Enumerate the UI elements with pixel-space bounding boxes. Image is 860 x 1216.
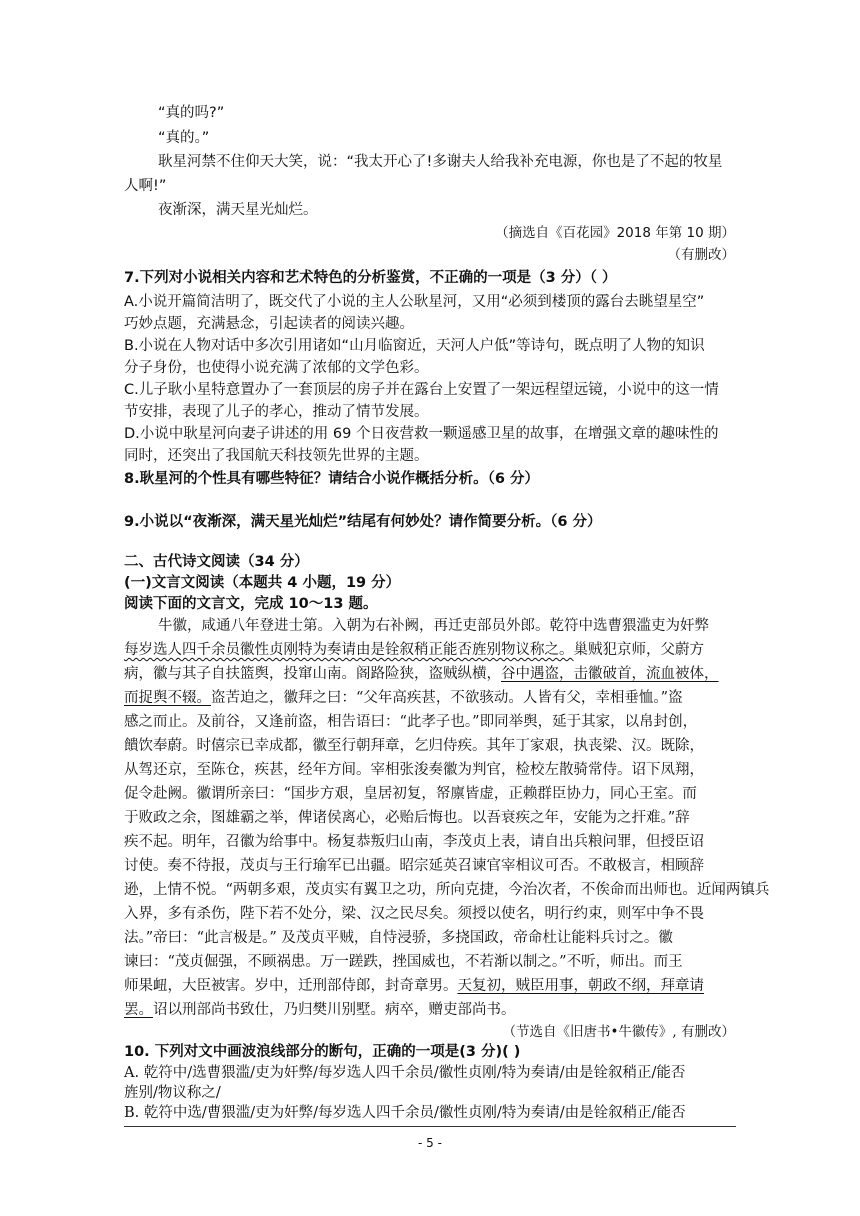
passage-line: 讨使。奏不待报，茂贞与王行瑜军已出疆。昭宗延英召谏官宰相议可否。不敢极言，相顾辞 <box>124 858 704 874</box>
passage-line: 法。”帝曰：“此言极是。” 及茂贞平贼，自恃浸骄，多挠国政，帝命杜让能料兵讨之。徽 <box>124 930 673 946</box>
paragraph-line: 耿星河禁不住仰天大笑，说：“我太开心了!多谢夫人给我补充电源，你也是了不起的牧星 <box>158 154 723 170</box>
option-a-cont: 巧妙点题，充满悬念，引起读者的阅读兴趣。 <box>124 316 414 332</box>
story-note: （有删改） <box>667 247 735 263</box>
option-a-cont: 旌别/物议称之/ <box>124 1085 221 1101</box>
question-stem: 7.下列对小说相关内容和艺术特色的分析鉴赏，不正确的一项是（3 分）（ ） <box>124 270 617 286</box>
page-number: - 5 - <box>418 1136 442 1150</box>
footer-divider <box>124 1126 736 1127</box>
passage-line <box>124 664 719 684</box>
passage-text: 诏以刑部尚书致仕，乃归樊川别墅。病卒，赠吏部尚书。 <box>153 1002 516 1018</box>
paragraph-line: 夜渐深，满天星光灿烂。 <box>158 202 318 218</box>
underlined-text: 罢。 <box>124 1002 153 1018</box>
question-stem: 10. 下列对文中画波浪线部分的断句，正确的一项是(3 分)( ) <box>124 1044 521 1060</box>
underlined-text: 天复初，贼臣用事，朝政不纲，拜章请 <box>457 978 704 994</box>
passage-line: 疾不起。明年，召徽为给事中。杨复恭叛归山南，李茂贞上表，请自出兵粮问罪，但授臣诏 <box>124 834 704 850</box>
passage-line: 饋饮奉蔚。时僖宗已幸成都，徽至行朝拜章，乞归侍疾。其年丁家艰，执丧梁、汉。既除， <box>124 738 704 754</box>
wavy-underlined-text: 每岁选人四千余员徽性贞刚特为奏请由是铨叙稍正能否旌别物议称之。 <box>124 642 574 658</box>
paragraph-line: 人啊!” <box>124 178 167 194</box>
passage-text: 病，徽与其子自扶篮舆，投窜山南。阁路险狭，盗贼纵横， <box>124 666 501 682</box>
dialogue-line: “真的。” <box>158 130 210 146</box>
passage-line <box>124 640 704 660</box>
passage-line: 从驾还京，至陈仓，疾甚，经年方间。宰相张浚奏徽为判官，检校左散骑常侍。诏下凤翔， <box>124 762 704 778</box>
option-c-cont: 节安排，表现了儿子的孝心，推动了情节发展。 <box>124 404 429 420</box>
passage-text: 巢贼犯京师，父蔚方 <box>573 642 704 658</box>
underlined-text: 而捉舆不辍。 <box>124 690 211 706</box>
option-b: B.小说在人物对话中多次引用诸如“山月临窗近，天河人户低”等诗句，既点明了人物的知识 <box>124 338 705 354</box>
option-a: A. 乾符中/选曹猥滥/吏为奸弊/每岁选人四千余员/徽性贞刚/特为奏请/由是铨叙稍正/能否 <box>124 1065 686 1081</box>
passage-line: 入界，多有杀伤，陛下若不处分，梁、汉之民尽矣。须授以使名，明行约束，则军中争不畏 <box>124 906 704 922</box>
passage-line <box>124 688 683 708</box>
passage-line: 谏曰：“茂贞倔强，不顾祸患。万一蹉跌，挫国威也，不若渐以制之。”不听，师出。而王 <box>124 954 683 970</box>
dialogue-line: “真的吗?” <box>158 105 225 121</box>
option-b-cont: 分子身份，也使得小说充满了浓郁的文学色彩。 <box>124 360 429 376</box>
option-b: B. 乾符中选/曹猥滥/吏为奸弊/每岁选人四千余员/徽性贞刚/特为奏请/由是铨叙稍正/能否 <box>124 1105 686 1121</box>
section-title: 二、古代诗文阅读（34 分） <box>124 554 309 570</box>
passage-line <box>124 1000 516 1020</box>
instructions: 阅读下面的文言文，完成 10～13 题。 <box>124 596 378 612</box>
passage-line: 逊，上情不悦。“两朝多艰，茂贞实有翼卫之功，所向克捷，今治次者，不俟命而出师也。近闻两镇兵 <box>124 882 770 898</box>
question-8: 8.耿星河的个性具有哪些特征？请结合小说作概括分析。（6 分） <box>124 471 539 487</box>
option-d: D.小说中耿星河向妻子讲述的用 69 个日夜营救一颗遥感卫星的故事，在增强文章的趣味性的 <box>124 426 719 442</box>
passage-text: 师果衄，大臣被害。岁中，迁刑部侍郎，封奇章男。 <box>124 978 458 994</box>
passage-line <box>124 976 704 996</box>
option-a: A.小说开篇简洁明了，既交代了小说的主人公耿星河，又用“必须到楼顶的露台去眺望星空” <box>124 294 705 310</box>
passage-line: 于败政之余，图雄霸之举，俾诸侯离心，必贻后悔也。以吾衰疾之年，安能为之扞难。”辞 <box>124 810 690 826</box>
passage-line: 促令赴阙。徽谓所亲曰：“国步方艰，皇居初复，帑廪皆虚，正赖群臣协力，同心王室。而 <box>124 786 697 802</box>
passage-source: （节选自《旧唐书•牛徽传》, 有删改） <box>502 1024 735 1040</box>
option-d-cont: 同时，还突出了我国航天科技领先世界的主题。 <box>124 448 429 464</box>
story-source: （摘选自《百花园》2018 年第 10 期） <box>495 225 735 241</box>
passage-line: 牛徽，咸通八年登进士第。入朝为右补阙，再迁吏部员外郎。乾符中选曹猥滥吏为奸弊 <box>158 618 709 634</box>
option-c: C.儿子耿小星特意置办了一套顶层的房子并在露台上安置了一架远程望远镜，小说中的这一情 <box>124 382 719 398</box>
underlined-text: 谷中遇盗，击徽破首，流血被体， <box>501 666 719 682</box>
passage-line: 感之而止。及前谷，又逢前盗，相告语曰：“此孝子也。”即同举舆，延于其家，以帛封创， <box>124 714 698 730</box>
subsection-title: (一)文言文阅读（本题共 4 小题，19 分） <box>124 575 401 591</box>
question-9: 9.小说以“夜渐深，满天星光灿烂”结尾有何妙处？请作简要分析。（6 分） <box>124 514 602 530</box>
passage-text: 盗苦迫之，徽拜之曰：“父年高疾甚，不欲骇动。人皆有父，幸相垂恤。”盗 <box>211 690 683 706</box>
